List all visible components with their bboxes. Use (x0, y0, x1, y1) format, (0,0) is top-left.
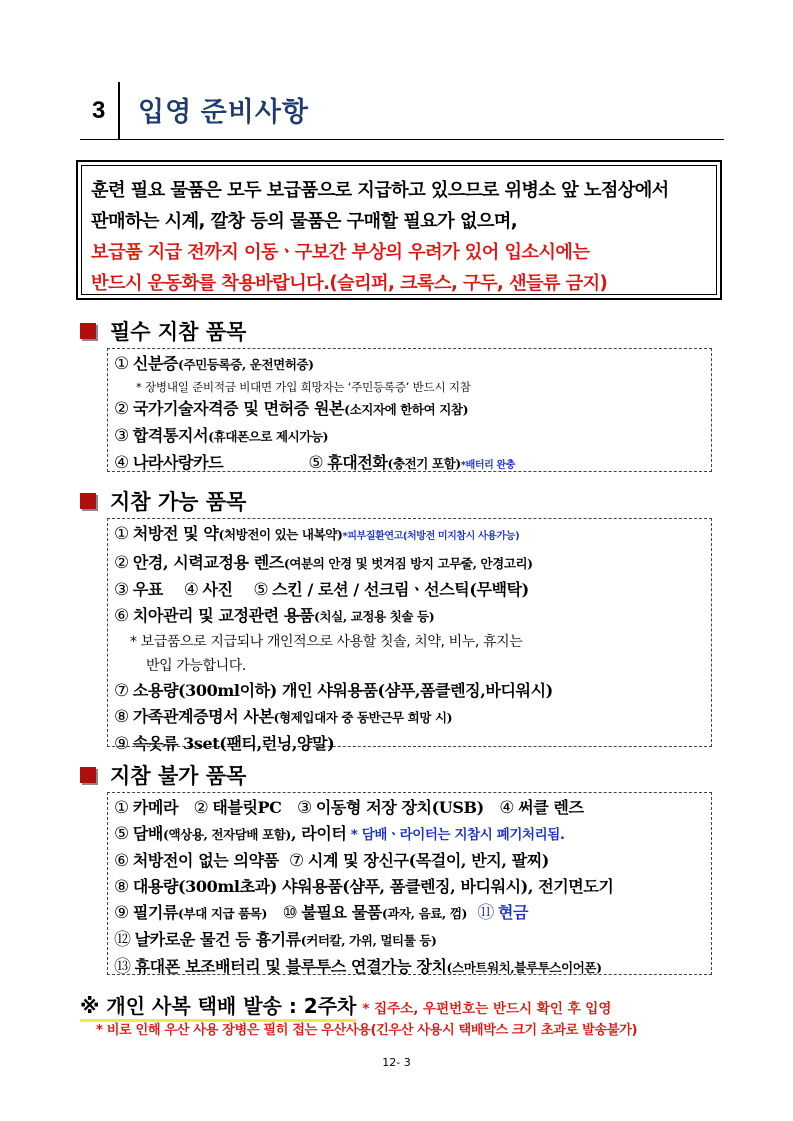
forbidden-items-box (107, 792, 712, 975)
forbidden-heading (80, 760, 246, 790)
red-square-bullet-icon (80, 493, 96, 509)
list-item: ② 안경, 시력교정용 렌즈(여분의 안경 및 벗겨짐 방지 고무줄, 안경고리) (114, 553, 533, 573)
list-item: ⑫ 날카로운 물건 등 흉기류(커터칼, 가위, 멀티툴 등) (114, 930, 437, 950)
delivery-notice (80, 990, 611, 1019)
notice-line-3: 보급품 지급 전까지 이동ㆍ구보간 부상의 우려가 있어 입소시에는 (91, 242, 590, 263)
list-item: ⑧ 가족관계증명서 사본(형제입대자 중 동반근무 희망 시) (114, 707, 453, 727)
red-square-bullet-icon (80, 323, 96, 339)
list-item: ① 처방전 및 약(처방전이 있는 내복약)*피부질환연고(처방전 미지참시 사용가능) (114, 524, 520, 544)
required-heading-text: 필수 지참 품목 (110, 320, 247, 344)
delivery-note-2: * 비로 인해 우산 사용 장병은 필히 접는 우산사용(긴우산 사용시 택배박스 크기 초과로 발송불가) (96, 1023, 638, 1038)
section-title: 입영 준비사항 (138, 97, 309, 127)
list-item-note: * 장병내일 준비적금 비대면 가입 희망자는 ‘주민등록증’ 반드시 지참 (136, 380, 471, 394)
page-number: 12- 3 (382, 1056, 411, 1069)
list-item: ⑤ 담배(액상용, 전자담배 포함), 라이터 * 담배ㆍ라이터는 지참시 폐기처리됨. (114, 824, 565, 844)
list-item: ⑨ 속옷류 3set(팬티,런닝,양말) (114, 734, 335, 754)
allowed-heading (80, 486, 246, 516)
list-item: ① 신분증(주민등록증, 운전면허증) (114, 354, 314, 374)
list-item: ③ 합격통지서(휴대폰으로 제시가능) (114, 426, 329, 446)
red-square-bullet-icon (80, 767, 96, 783)
list-item: ④ 나라사랑카드 ⑤ 휴대전화(충전기 포함)*배터리 완충 (114, 453, 516, 473)
list-item: ⑥ 처방전이 없는 의약품 ⑦ 시계 및 장신구(목걸이, 반지, 팔찌) (114, 851, 549, 871)
list-item: ⑧ 대용량(300ml초과) 샤워용품(샴푸, 폼클렌징, 바디워시), 전기면도기 (114, 877, 614, 897)
list-item: ⑥ 치아관리 및 교정관련 용품(치실, 교정용 칫솔 등) (114, 606, 435, 626)
list-item: ③ 우표 ④ 사진 ⑤ 스킨 / 로션 / 선크림ㆍ선스틱(무백탁) (114, 580, 529, 600)
notice-box (76, 160, 722, 300)
required-items-box (107, 348, 712, 472)
delivery-title: ※ 개인 사복 택배 발송 : 2주차 (80, 994, 356, 1022)
list-item: ⑬ 휴대폰 보조배터리 및 블루투스 연결가능 장치(스마트워치,블루투스이어폰) (114, 957, 602, 977)
list-item: ② 국가기술자격증 및 면허증 원본(소지자에 한하여 지참) (114, 399, 469, 419)
notice-line-4: 반드시 운동화를 착용바랍니다.(슬리퍼, 크록스, 구두, 샌들류 금지) (91, 273, 608, 294)
forbidden-heading-text: 지참 불가 품목 (110, 764, 247, 788)
notice-line-1: 훈련 필요 물품은 모두 보급품으로 지급하고 있으므로 위병소 앞 노점상에서 (91, 180, 669, 201)
delivery-note-1: * 집주소, 우편번호는 반드시 확인 후 입영 (362, 1001, 612, 1017)
list-item-note: 반입 가능합니다. (146, 658, 246, 674)
list-item: ① 카메라 ② 태블릿PC ③ 이동형 저장 장치(USB) ④ 써클 렌즈 (114, 798, 584, 818)
allowed-items-box (107, 518, 712, 754)
notice-line-2: 판매하는 시계, 깔창 등의 물품은 구매할 필요가 없으며, (91, 211, 518, 232)
allowed-heading-text: 지참 가능 품목 (110, 490, 247, 514)
list-item-note: * 보급품으로 지급되나 개인적으로 사용할 칫솔, 치약, 비누, 휴지는 (130, 634, 523, 650)
required-heading (80, 316, 246, 346)
list-item: ⑨ 필기류(부대 지급 품목) ⑩ 불필요 물품(과자, 음료, 껌) ⑪ 현금 (114, 903, 529, 923)
section-divider (80, 139, 724, 140)
section-number: 3 (80, 82, 120, 140)
list-item: ⑦ 소용량(300ml이하) 개인 샤워용품(샴푸,폼클렌징,바디워시) (114, 681, 553, 701)
